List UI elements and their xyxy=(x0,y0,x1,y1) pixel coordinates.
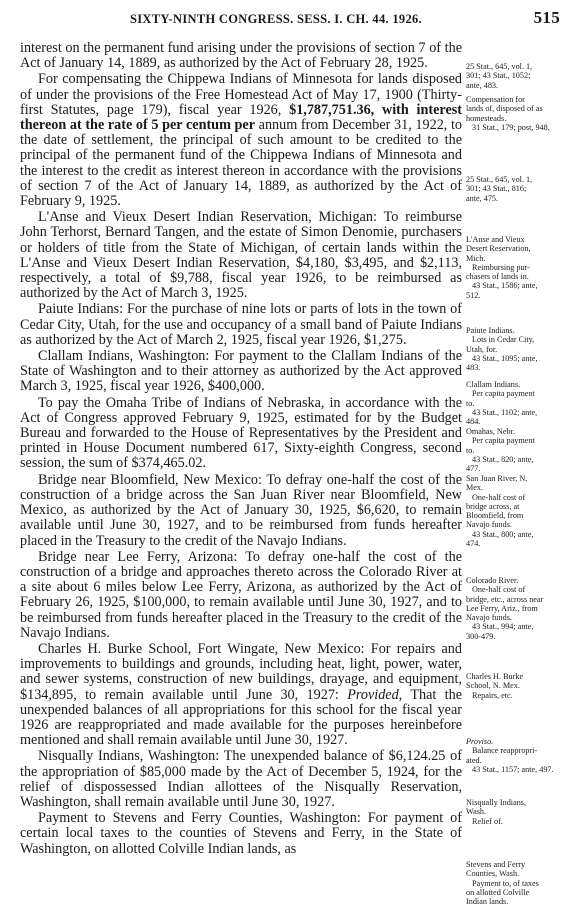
paragraph-text: Bridge near Bloomfield, New Mexico: To defray one-half the cost of the construction of a bridge across the San Juan River near Bloomfield, New Mexico, as authorized by the Act of January 30, 1925, $6,620, to remain available until June 30, 1927, and to be reimbursed from funds hereafter placed in the Treasury to the credit of the Navajo Indians. xyxy=(20,471,462,549)
margin-note: Nisqually Indians, Wash. Relief of. xyxy=(466,798,527,826)
margin-note: Compensation for lands of, disposed of as homesteads. 31 Stat., 179; post, 948. xyxy=(466,95,550,132)
paragraph-lanse-vieux-desert xyxy=(20,210,462,301)
page-header xyxy=(20,10,560,30)
paragraph-interest-continuation xyxy=(20,41,462,71)
paragraph-text: For compensating the Chippewa Indians of Minnesota for lands disposed of under the provisions of the Free Homestead Act of May 17, 1900 (Thirty-first Statutes, page 179), fiscal year 1926, xyxy=(20,71,462,118)
margin-note: San Juan River, N. Mex. One-half cost of bridge across, at Bloomfield, from Navajo funds. 43 Stat., 800; ante, 474. xyxy=(466,474,534,549)
paragraph-burke-school xyxy=(20,642,462,748)
paragraph-text: Clallam Indians, Washington: For payment to the Clallam Indians of the State of Washington and to their attorney as authorized by the Act approved March 3, 1925, fiscal year 1926, $400,000. xyxy=(20,348,462,395)
margin-note: Clallam Indians. Per capita payment to. 43 Stat., 1102; ante, 484. xyxy=(466,380,538,427)
margin-note: 25 Stat., 645, vol. 1, 301; 43 Stat., 816; ante, 475. xyxy=(466,175,533,203)
page-number: 515 xyxy=(533,8,560,27)
paragraph-text: interest on the permanent fund arising under the provisions of section 7 of the Act of January 14, 1889, as authorized by the Act of February 28, 1925. xyxy=(20,40,462,72)
paragraph-text: Bridge near Lee Ferry, Arizona: To defray one-half the cost of the construction of a bridge and approaches thereto across the Colorado River at a site about 6 miles below Lee Ferry, Arizona, as authorized by the Act of February 26, 1925, $100,000, to remain available until June 30, 1927, and to be reimbursed from funds hereafter placed in the Treasury to the credit of the Navajo Indians. xyxy=(20,548,462,641)
margin-note: Charles H. Burke School, N. Mex. Repairs, etc. xyxy=(466,672,524,700)
running-head: SIXTY-NINTH CONGRESS. SESS. I. CH. 44. 1926. xyxy=(130,12,422,26)
paragraph-text: annum from December 31, 1922, to the date of settlement, the principal of such amount to be credited to the principal of the permanent fund of the Chippewa Indians of Minnesota and the interest to the credit as interest thereon in accordance with the provisions of section 7 of the Act of January 14, 1889, as authorized by the Act of February 9, 1925. xyxy=(20,117,463,210)
paragraph-text: Nisqually Indians, Washington: The unexpended balance of $6,124.25 of the appropriation of $85,000 made by the Act of December 5, 1924, for the relief of dispossessed Indian allottees of the Nisqually Reservation, Washington, shall remain available until June 30, 1927. xyxy=(20,748,462,810)
paragraph-text: Paiute Indians: For the purchase of nine lots or parts of lots in the town of Cedar City, Utah, for the use and occupancy of a small band of Paiute Indians as authorized by the Act of March 2, 1925, fiscal year 1926, $1,275. xyxy=(20,301,462,348)
proviso-italic-text: Provided, xyxy=(347,686,403,703)
paragraph-text: Charles H. Burke School, Fort Wingate, New Mexico: For repairs and improvements to buildings and grounds, including heat, light, power, water, and sewer systems, construction of new buildings, drayage, and equipment, $134,895, to remain available until June 30, 1927: xyxy=(20,640,462,703)
paragraph-paiute xyxy=(20,302,462,348)
statute-text xyxy=(20,41,462,857)
paragraph-text: That the unexpended balances of all appropriations for this school for the fiscal year 1926 are reappropriated and made available for the purposes hereinbefore mentioned and shall remain available until June 30, 1927. xyxy=(20,686,462,749)
paragraph-text: To pay the Omaha Tribe of Indians of Nebraska, in accordance with the Act of Congress approved February 9, 1925, estimated for by the Budget Bureau and forwarded to the House of Representatives by the President and printed in House Document numbered 617, Sixty-eighth Congress, second session, the sum of $374,465.02. xyxy=(20,394,462,472)
margin-note: Omahas, Nebr. Per capita payment to. 43 Stat., 820; ante, 477. xyxy=(466,427,535,474)
paragraph-text: L'Anse and Vieux Desert Indian Reservation, Michigan: To reimburse John Terhorst, Bernard Tangen, and the estate of Simon Denomie, purchasers or holders of title from the State of Michigan, of certain lands within the L'Anse and Vieux Desert Indian Reservation, $4,180, $3,495, and $2,113, respectively, a total of $9,788, fiscal year 1926, to be reimbursed as authorized by the Act of March 3, 1925. xyxy=(20,209,462,302)
margin-note: 25 Stat., 645, vol. 1, 301; 43 Stat., 1052; ante, 483. xyxy=(466,62,533,90)
paragraph-stevens-ferry xyxy=(20,811,462,857)
paragraph-chippewa-compensation xyxy=(20,72,462,209)
paragraph-omaha xyxy=(20,396,462,472)
proviso-label: Proviso. xyxy=(466,737,494,746)
margin-note: Proviso. Balance reappropri- ated. 43 Stat., 1157; ante, 497. xyxy=(466,737,562,774)
margin-note: Stevens and Ferry Counties, Wash. Payment to, of taxes on allotted Colville Indian lands. xyxy=(466,860,539,906)
margin-note: L'Anse and Vieux Desert Reservation, Mich. Reimbursing pur- chasers of lands in. 43 Stat., 1586; ante, 512. xyxy=(466,235,538,300)
paragraph-nisqually xyxy=(20,749,462,810)
paragraph-bloomfield-bridge xyxy=(20,473,462,549)
paragraph-text: Payment to Stevens and Ferry Counties, Washington: For payment of certain local taxes to the counties of Stevens and Ferry, in the State of Washington, on allotted Colville Indian lands, as xyxy=(20,810,462,857)
margin-note: Paiute Indians. Lots in Cedar City, Utah, for. 43 Stat., 1095; ante, 483. xyxy=(466,326,538,373)
margin-note: Colorado River. One-half cost of bridge, etc., across near Lee Ferry, Ariz., from Navajo funds. 43 Stat., 994; ante, 300-479. xyxy=(466,576,544,641)
bold-amount-text: $1,787,751.36, with interest thereon at the rate of 5 per centum per xyxy=(20,101,462,134)
paragraph-clallam xyxy=(20,349,462,395)
paragraph-lee-ferry-bridge xyxy=(20,550,462,641)
